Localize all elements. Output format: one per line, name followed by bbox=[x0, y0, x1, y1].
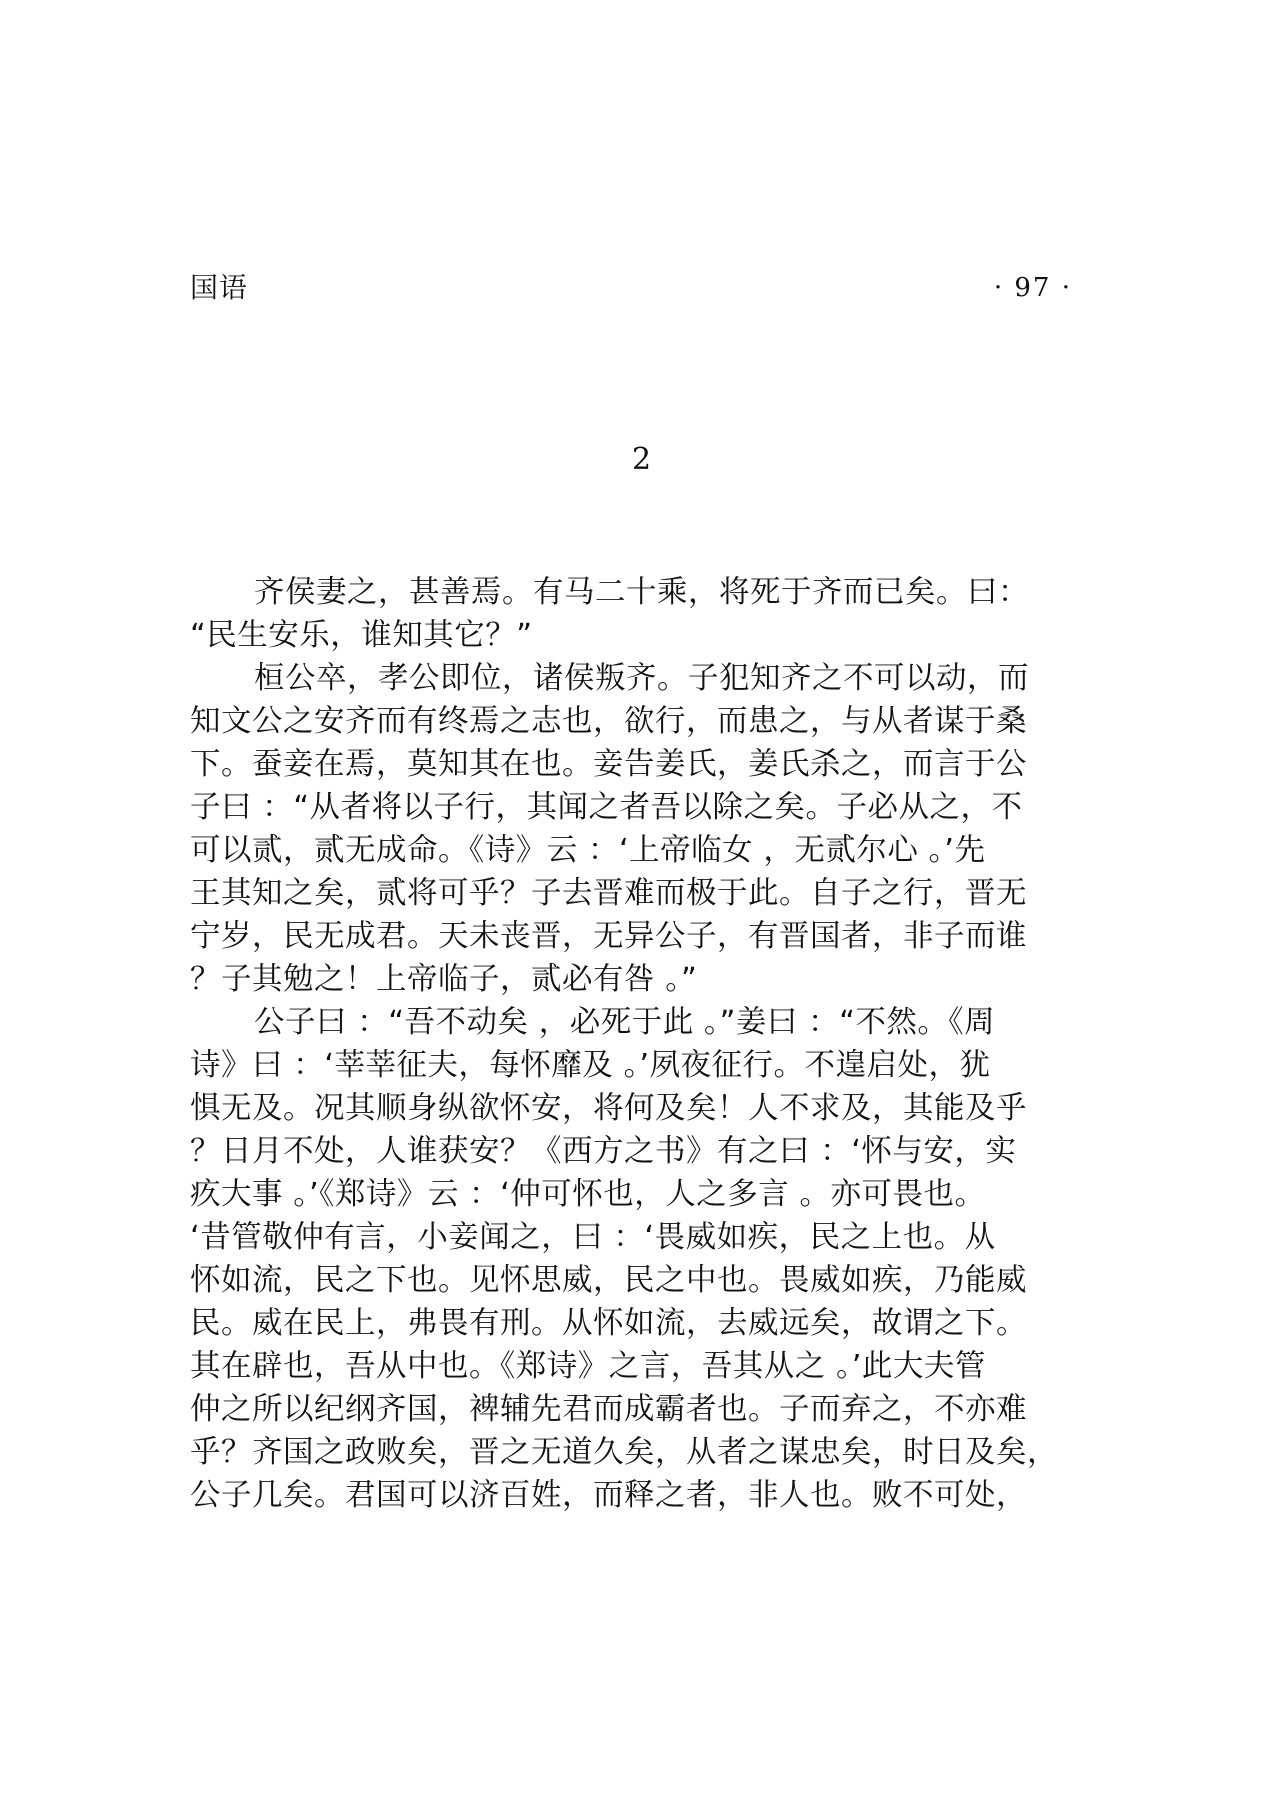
text-line: 齐侯妻之，甚善焉。有马二十乘，将死于齐而已矣。曰： bbox=[254, 575, 1029, 610]
book-title: 国语 bbox=[190, 271, 249, 304]
text-line: 知文公之安齐而有终焉之志也，欲行，而患之，与从者谋于桑 bbox=[190, 704, 1027, 739]
text-line: 惧无及。况其顺身纵欲怀安，将何及矣！人不求及，其能及乎 bbox=[190, 1091, 1027, 1126]
text-line: 子曰 ：“从者将以子行，其闻之者吾以除之矣。子必从之，不 bbox=[190, 790, 1023, 825]
text-line: 桓公卒，孝公即位，诸侯叛齐。子犯知齐之不可以动，而 bbox=[254, 661, 1029, 696]
text-line: 公子曰 ：“吾不动矣 ，必死于此 。”姜曰 ：“不然。《周 bbox=[254, 1005, 996, 1040]
text-line: 王其知之矣，贰将可乎？子去晋难而极于此。自子之行，晋无 bbox=[190, 876, 1027, 911]
text-line: 可以贰，贰无成命。《诗》云 ：‘上帝临女 ，无贰尔心 。’先 bbox=[190, 833, 986, 868]
text-line: 公子几矣。君国可以济百姓，而释之者，非人也。败不可处， bbox=[190, 1478, 1027, 1513]
text-line: 宁岁，民无成君。天未丧晋，无异公子，有晋国者，非子而谁 bbox=[190, 919, 1027, 954]
section-number: 2 bbox=[631, 442, 652, 477]
text-line: 下。蚕妾在焉，莫知其在也。妾告姜氏，姜氏杀之，而言于公 bbox=[190, 747, 1027, 782]
text-line: 其在辟也，吾从中也。《郑诗》之言，吾其从之 。’此大夫管 bbox=[190, 1349, 986, 1384]
body-text bbox=[190, 571, 1090, 1517]
page-header bbox=[190, 268, 1072, 308]
text-line: 乎？齐国之政败矣，晋之无道久矣，从者之谋忠矣，时日及矣， bbox=[190, 1435, 1058, 1470]
text-line: 怀如流，民之下也。见怀思威，民之中也。畏威如疾，乃能威 bbox=[190, 1263, 1027, 1298]
text-line: 诗》曰 ：‘莘莘征夫，每怀靡及 。’夙夜征行。不遑启处，犹 bbox=[190, 1048, 991, 1083]
text-line: ？子其勉之！上帝临子，贰必有咎 。” bbox=[190, 962, 698, 997]
text-line: 疚大事 。’《郑诗》云 ：‘仲可怀也，人之多言 。亦可畏也。 bbox=[190, 1177, 986, 1212]
text-line: 民。威在民上，弗畏有刑。从怀如流，去威远矣，故谓之下。 bbox=[190, 1306, 1027, 1341]
text-line: 仲之所以纪纲齐国，裨辅先君而成霸者也。子而弃之，不亦难 bbox=[190, 1392, 1027, 1427]
text-line: ‘昔管敬仲有言，小妾闻之，曰 ：‘畏威如疾，民之上也。从 bbox=[190, 1220, 996, 1255]
text-line: ？日月不处，人谁获安？《西方之书》有之曰 ：‘怀与安，实 bbox=[190, 1134, 1017, 1169]
page-number: · 97 · bbox=[993, 273, 1072, 303]
text-line: “民生安乐，谁知其它？” bbox=[190, 618, 533, 653]
